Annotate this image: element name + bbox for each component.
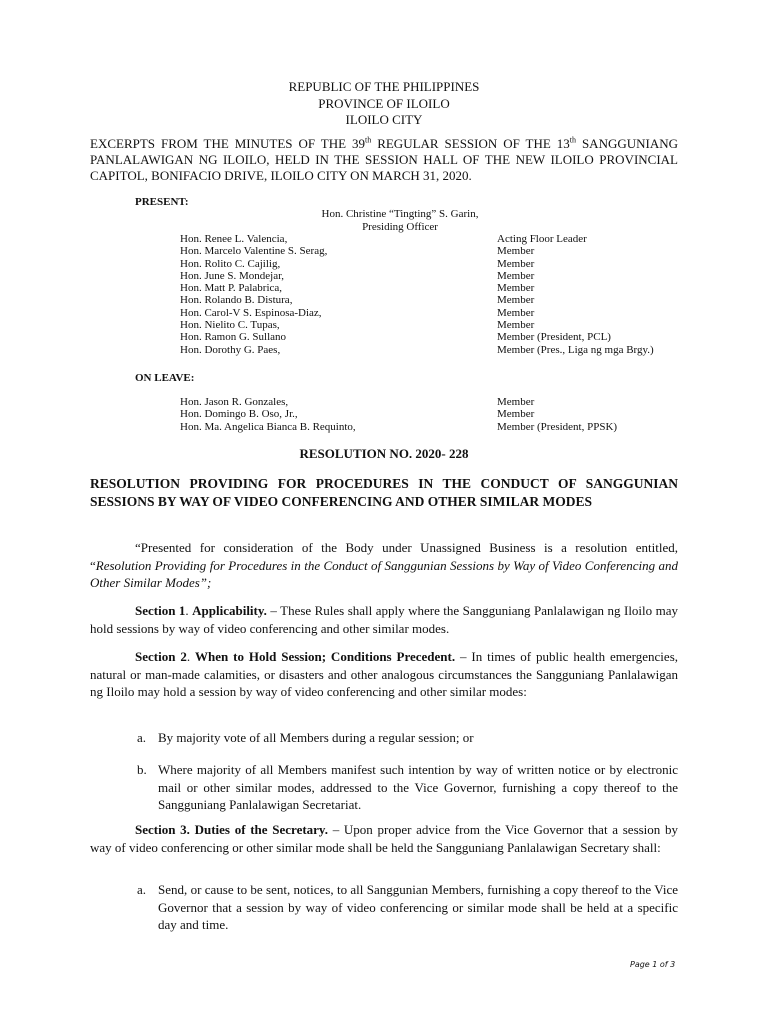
section-2-item-a: a. By majority vote of all Members during a regular session; or xyxy=(137,730,474,745)
on-leave-label: ON LEAVE: xyxy=(135,372,195,384)
member-role: Member xyxy=(497,282,535,295)
member-role: Member xyxy=(497,396,535,408)
member-row xyxy=(180,270,700,282)
section-3-paragraph: Section 3. Duties of the Secretary. – Upon proper advice from the Vice Governor that a session by way of video conferencing or other similar mode shall be held the Sangguniang Panlalawigan Secretary shall: xyxy=(90,822,678,855)
member-role: Member xyxy=(497,408,535,421)
member-name: Hon. Renee L. Valencia, xyxy=(180,233,288,245)
member-row xyxy=(180,331,700,343)
member-role: Member (President, PPSK) xyxy=(497,420,618,433)
member-row xyxy=(180,294,700,306)
member-row xyxy=(180,421,700,433)
member-role: Member xyxy=(497,245,535,258)
member-name: Hon. Rolito C. Cajilig, xyxy=(180,257,281,270)
republic-line: REPUBLIC OF THE PHILIPPINES xyxy=(288,79,480,94)
member-row xyxy=(180,319,700,331)
member-name: Hon. Rolando B. Distura, xyxy=(180,294,293,307)
member-row xyxy=(180,245,700,257)
member-name: Hon. June S. Mondejar, xyxy=(180,269,285,282)
member-name: Hon. Ramon G. Sullano xyxy=(180,331,287,344)
member-role: Member xyxy=(497,269,535,282)
presiding-officer-title: Presiding Officer xyxy=(362,220,438,233)
member-name: Hon. Ma. Angelica Bianca B. Requinto, xyxy=(180,420,356,433)
member-role: Member (President, PCL) xyxy=(497,331,611,344)
member-role: Member xyxy=(497,306,535,319)
member-name: Hon. Jason R. Gonzales, xyxy=(180,396,289,408)
presiding-officer xyxy=(220,208,580,233)
section-3-title: Section 3. Duties of the Secretary. xyxy=(135,822,328,837)
section-1-heading: Section 1 xyxy=(135,603,186,618)
member-role: Member xyxy=(497,257,535,270)
member-row xyxy=(180,258,700,270)
member-row xyxy=(180,307,700,319)
document-header xyxy=(0,79,768,129)
present-label: PRESENT: xyxy=(135,196,189,208)
section-1-paragraph: Section 1. Applicability. – These Rules shall apply where the Sangguniang Panlalawigan ng Iloilo may hold sessions by way of video conferencing and other similar modes. xyxy=(90,603,678,636)
member-name: Hon. Nielito C. Tupas, xyxy=(180,319,280,332)
section-2-paragraph: Section 2. When to Hold Session; Conditions Precedent. – In times of public health emergencies, natural or man-made calamities, or disasters and other analogous circumstances the Sangguniang Panlalawigan ng Iloilo may hold a session by way of video conferencing and other similar modes: xyxy=(90,649,679,699)
excerpt-paragraph: EXCERPTS FROM THE MINUTES OF THE 39th REGULAR SESSION OF THE 13th SANGGUNIANG PANLALAWIGAN NG ILOILO, HELD IN THE SESSION HALL OF THE NEW ILOILO PROVINCIAL CAPITOL, BONIFACIO DRIVE, ILOILO CITY ON MARCH 31, 2020. xyxy=(90,135,678,183)
section-1-title: Applicability. xyxy=(192,603,267,618)
on-leave-members-list xyxy=(180,396,700,433)
member-name: Hon. Carol-V S. Espinosa-Diaz, xyxy=(180,306,322,319)
presiding-officer-name: Hon. Christine “Tingting” S. Garin, xyxy=(321,208,479,220)
member-name: Hon. Domingo B. Oso, Jr., xyxy=(180,408,298,421)
member-role: Member xyxy=(497,319,535,332)
section-3-item-a: a. Send, or cause to be sent, notices, to all Sanggunian Members, furnishing a copy thereof to the Vice Governor that a session by way of video conferencing or similar mode shall be held at a specific day and time. xyxy=(137,882,678,932)
page-number: Page 1 of 3 xyxy=(630,960,676,969)
province-line: PROVINCE OF ILOILO xyxy=(318,95,450,111)
intro-paragraph: “Presented for consideration of the Body under Unassigned Business is a resolution entitled, “Resolution Providing for Procedures in the Conduct of Sanggunian Sessions by Way of Video Conferencing and Other Similar Modes”; xyxy=(90,540,678,590)
member-name: Hon. Matt P. Palabrica, xyxy=(180,282,283,295)
present-members-list xyxy=(180,233,700,356)
section-2-title: When to Hold Session; Conditions Precedent. xyxy=(195,649,456,664)
member-row xyxy=(180,282,700,294)
member-role: Member xyxy=(497,294,535,307)
member-row xyxy=(180,344,700,356)
city-line: ILOILO CITY xyxy=(345,112,423,127)
resolution-number: RESOLUTION NO. 2020- 228 xyxy=(299,446,469,461)
section-2-heading: Section 2 xyxy=(135,649,187,664)
member-name: Hon. Marcelo Valentine S. Serag, xyxy=(180,245,328,258)
member-row xyxy=(180,233,700,245)
member-row xyxy=(180,408,700,420)
resolution-title: RESOLUTION PROVIDING FOR PROCEDURES IN THE CONDUCT OF SANGGUNIAN SESSIONS BY WAY OF VIDEO CONFERENCING AND OTHER SIMILAR MODES xyxy=(90,476,678,509)
section-2-item-b: b. Where majority of all Members manifest such intention by way of written notice or by electronic mail or other similar modes, addressed to the Vice Governor, furnishing a copy thereof to the Sangguniang Panlalawigan Secretariat. xyxy=(137,762,678,812)
member-role: Member (Pres., Liga ng mga Brgy.) xyxy=(497,343,654,356)
member-name: Hon. Dorothy G. Paes, xyxy=(180,343,281,356)
member-role: Acting Floor Leader xyxy=(497,233,587,245)
member-row xyxy=(180,396,700,408)
